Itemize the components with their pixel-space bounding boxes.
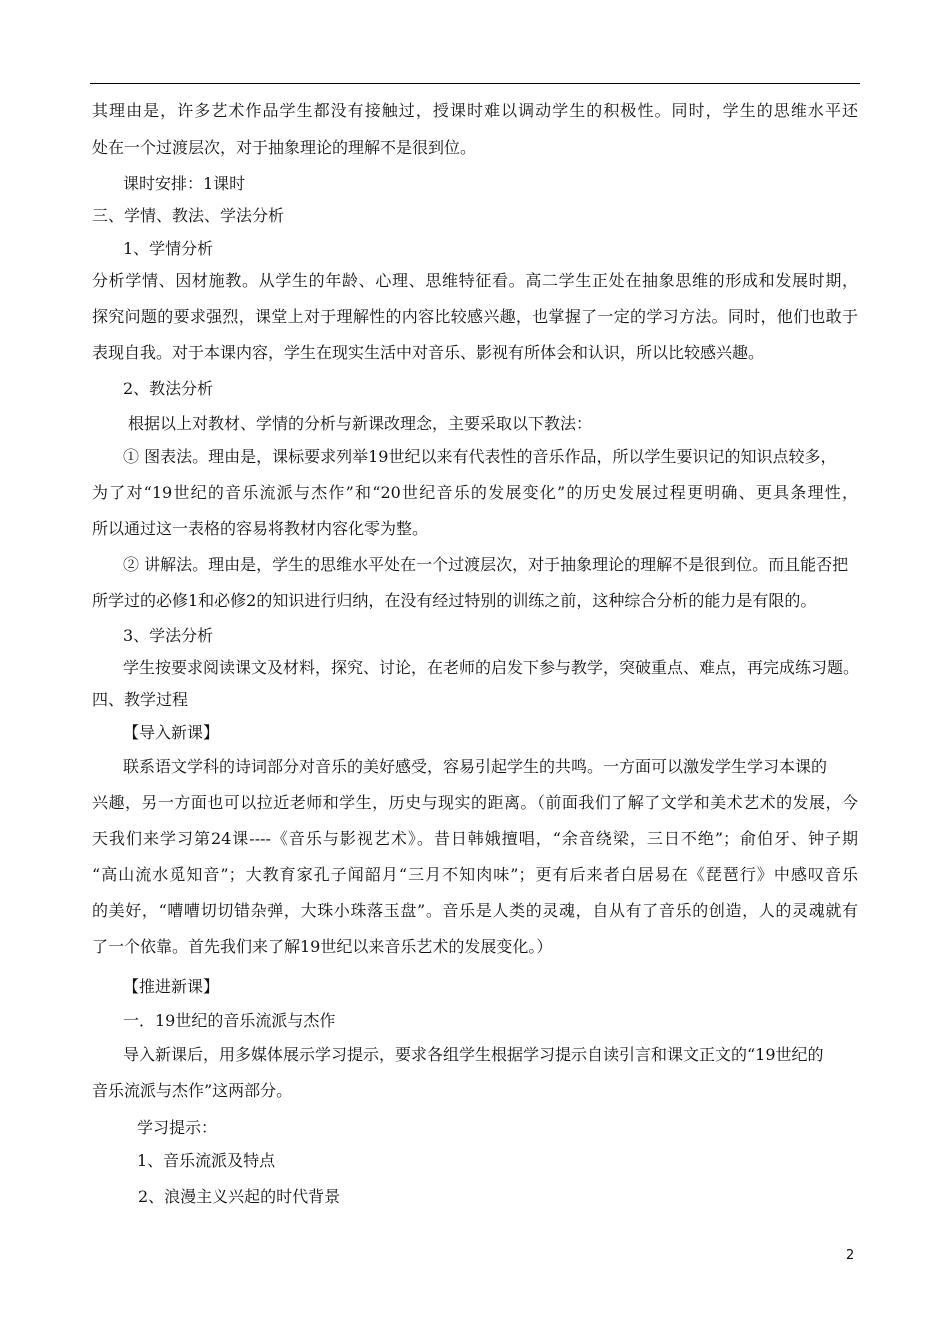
text-line: 处在一个过渡层次，对于抽象理论的理解不是很到位。 [92, 138, 477, 157]
text-line: 所以通过这一表格的容易将教材内容化零为整。 [92, 519, 429, 538]
list-item: 2、浪漫主义兴起的时代背景 [138, 1187, 341, 1206]
text-line: 天我们来学习第24课----《音乐与影视艺术》。昔日韩娥擅唱，“余音绕梁，三日不绝”；俞伯牙、钟子期 [92, 829, 858, 848]
subsection-heading: 1、学情分析 [123, 239, 214, 258]
text-line: 课时安排：1课时 [123, 174, 246, 193]
text-line: 表现自我。对于本课内容，学生在现实生活中对音乐、影视有所体会和认识，所以比较感兴趣。 [92, 343, 765, 362]
text-line: 导入新课后，用多媒体展示学习提示，要求各组学生根据学习提示自读引言和课文正文的“19世纪的 [123, 1045, 824, 1064]
text-line: 音乐流派与杰作”这两部分。 [92, 1081, 293, 1100]
text-line: 分析学情、因材施教。从学生的年龄、心理、思维特征看。高二学生正处在抽象思维的形成和发展时期， [92, 271, 858, 290]
text-line: 的美好，“嘈嘈切切错杂弹，大珠小珠落玉盘”。音乐是人类的灵魂，自从有了音乐的创造，人的灵魂就有 [92, 901, 858, 920]
text-line: 兴趣，另一方面也可以拉近老师和学生，历史与现实的距离。（前面我们了解了文学和美术艺术的发展，今 [92, 793, 858, 812]
subsection-heading: 2、教法分析 [123, 379, 214, 398]
subsection-heading: 3、学法分析 [123, 626, 214, 645]
section-heading: 四、教学过程 [92, 690, 189, 709]
subsection-heading: 【导入新课】 [123, 723, 220, 742]
page-number: 2 [846, 1248, 855, 1263]
text-line: 其理由是，许多艺术作品学生都没有接触过，授课时难以调动学生的积极性。同时，学生的思维水平还 [92, 101, 858, 120]
list-item: 1、音乐流派及特点 [137, 1151, 276, 1170]
text-line: 联系语文学科的诗词部分对音乐的美好感受，容易引起学生的共鸣。一方面可以激发学生学习本课的 [123, 757, 828, 776]
subsection-heading: 【推进新课】 [123, 977, 220, 996]
text-line: ① 图表法。理由是，课标要求列举19世纪以来有代表性的音乐作品，所以学生要识记的知识点较多， [123, 447, 837, 466]
text-line: 了一个依靠。首先我们来了解19世纪以来音乐艺术的发展变化。） [92, 937, 553, 956]
text-line: 所学过的必修1和必修2的知识进行归纳，在没有经过特别的训练之前，这种综合分析的能力是有限的。 [92, 591, 817, 610]
section-heading: 三、学情、教法、学法分析 [92, 206, 285, 225]
text-line: 为了对“19世纪的音乐流派与杰作”和“20世纪音乐的发展变化”的历史发展过程更明确、更具条理性， [92, 483, 858, 502]
text-line: “高山流水觅知音”；大教育家孔子闻韶月“三月不知肉味”；更有后来者白居易在《琵琶行》中感叹音乐 [92, 865, 858, 884]
text-line: 根据以上对教材、学情的分析与新课改理念，主要采取以下教法： [128, 414, 593, 433]
text-line: 探究问题的要求强烈，课堂上对于理解性的内容比较感兴趣，也掌握了一定的学习方法。同时，他们也敢于 [92, 307, 858, 326]
text-line: 学生按要求阅读课文及材料，探究、讨论，在老师的启发下参与教学，突破重点、难点，再完成练习题。 [123, 658, 860, 677]
text-line: 学习提示： [137, 1118, 218, 1137]
subsection-heading: 一．19世纪的音乐流派与杰作 [123, 1011, 336, 1030]
text-line: ② 讲解法。理由是，学生的思维水平处在一个过渡层次，对于抽象理论的理解不是很到位。而且能否把 [123, 555, 849, 574]
header-rule [90, 83, 860, 84]
